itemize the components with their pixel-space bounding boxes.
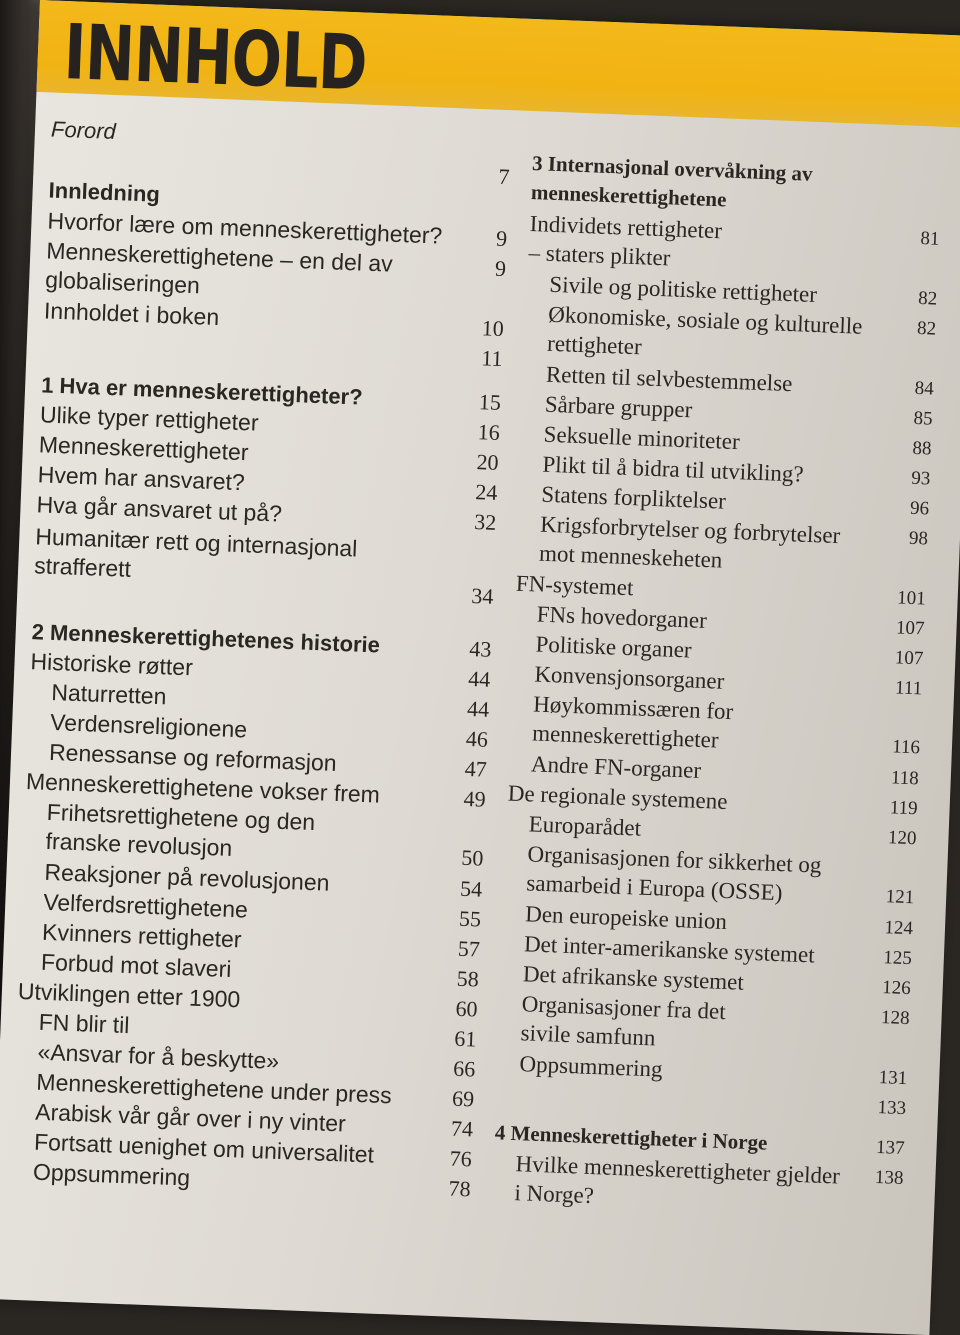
toc-entry-title: Renessanse og reformasjon <box>48 738 338 776</box>
toc-entry-page: 101 <box>896 587 927 610</box>
toc-entry-page: 116 <box>891 736 921 759</box>
toc-chapter-2 <box>31 617 492 662</box>
toc-entry-page: 49 <box>463 785 487 812</box>
toc-entry-politiske <box>514 629 924 670</box>
toc-entry-fn-blir-til <box>17 1007 477 1052</box>
toc-entry-page: 60 <box>455 995 479 1022</box>
toc-entry-page: 121 <box>885 886 915 909</box>
toc-entry-title: Seksuelle minoriteter <box>543 421 741 455</box>
toc-entry-page: 16 <box>477 419 501 445</box>
toc-entry-title: Politiske organer <box>535 631 693 663</box>
toc-entry-title: 1 Hva er menneskerettigheter? <box>40 372 364 410</box>
toc-chapter-1 <box>40 370 502 415</box>
toc-entry-page: 84 <box>914 377 935 400</box>
toc-entry-verdensreligionene <box>29 707 489 752</box>
toc-entry-title: Sivile og politiske rettigheter <box>548 271 818 308</box>
toc-entry-blank <box>43 326 504 372</box>
toc-entry-title: Konvensjonsorganer <box>534 661 725 694</box>
toc-entry-menneskerettigheter <box>38 430 500 475</box>
toc-entry-title: FN-systemet <box>515 570 634 601</box>
toc-entry-title: «Ansvar for å beskytte» <box>37 1038 280 1074</box>
toc-entry-page: 44 <box>466 695 490 722</box>
toc-entry-konvensjonsorganer <box>513 659 923 700</box>
toc-entry-page: 54 <box>459 875 483 902</box>
toc-entry-title: 4 Menneskerettigheter i Norge <box>494 1120 768 1155</box>
toc-entry-title: Oppsummering <box>32 1158 191 1191</box>
toc-entry-title: Økonomiske, sosiale og kulturelle rettigheter <box>546 301 863 360</box>
toc-entry-page: 50 <box>460 844 484 871</box>
toc-entry-page: 81 <box>920 227 940 250</box>
toc-entry-page: 82 <box>917 287 938 310</box>
toc-entry-page: 111 <box>894 677 923 700</box>
toc-entry-page: 107 <box>894 647 924 670</box>
toc-entry-title: Innledning <box>48 177 161 207</box>
toc-entry-page: 76 <box>449 1145 473 1172</box>
toc-entry-title: Sårbare grupper <box>544 391 693 423</box>
toc-entry-page: 24 <box>474 479 498 505</box>
toc-entry-title: Naturretten <box>50 678 167 710</box>
toc-entry-title: Den europeiske union <box>524 901 728 935</box>
toc-chapter-3 <box>530 149 943 212</box>
toc-entry-title: 3 Internasjonal overvåkning av menneskerettighetene <box>530 151 813 212</box>
toc-entry-title: Kvinners rettigheter <box>41 918 243 953</box>
toc-entry-utviklingen <box>17 977 479 1022</box>
toc-entry-blank-right <box>497 1078 907 1120</box>
toc-entry-title: Velferdsrettighetene <box>42 888 249 923</box>
toc-entry-page: 85 <box>913 407 933 430</box>
toc-entry-title: Verdensreligionene <box>49 708 248 743</box>
toc-entry-title: Hvilke menneskerettigheter gjelder i Norge? <box>514 1151 841 1209</box>
toc-entry-page: 69 <box>451 1085 475 1112</box>
toc-entry-title: Innholdet i boken <box>43 297 220 331</box>
toc-entry-title: Fortsatt uenighet om universalitet <box>33 1128 375 1168</box>
toc-entry-page: 20 <box>476 449 500 475</box>
toc-entry-title: Andre FN-organer <box>530 751 702 783</box>
toc-entry-page: 7 <box>498 163 511 190</box>
toc-entry-page: 9 <box>495 225 508 252</box>
toc-entry-title: De regionale systemene <box>507 780 728 814</box>
toc-entry-title: Høykommissæren for menneskerettigheter <box>531 691 734 753</box>
toc-entry-title: Plikt til å bidra til utvikling? <box>542 451 805 487</box>
toc-entry-forord <box>50 115 512 190</box>
toc-entry-title: Organisasjoner fra det sivile samfunn <box>520 991 727 1051</box>
toc-entry-ansvar <box>16 1037 476 1082</box>
toc-entry-title: Hva går ansvaret ut på? <box>36 491 283 527</box>
toc-entry-page: 82 <box>916 317 937 340</box>
toc-entry-slaveri <box>20 947 480 992</box>
toc-entry-page: 128 <box>880 1007 910 1030</box>
toc-entry-innledning <box>48 175 509 207</box>
toc-entry-naturretten <box>30 677 490 722</box>
toc-entry-title: Hvem har ansvaret? <box>37 461 246 496</box>
toc-entry-title: FN blir til <box>38 1008 130 1039</box>
toc-entry-title: Forord <box>50 116 117 144</box>
toc-entry-hvem <box>37 460 498 505</box>
toc-entry-title: Utviklingen etter 1900 <box>17 977 241 1013</box>
toc-chapter-4 <box>494 1118 905 1160</box>
toc-entry-page: 44 <box>467 665 491 692</box>
toc-entry-page: 74 <box>450 1115 474 1142</box>
toc-entry-title: Menneskerettighetene under press <box>35 1068 393 1109</box>
toc-entry-title: Menneskerettigheter <box>38 431 249 466</box>
toc-entry-title: Hvorfor lære om menneskerettigheter? <box>47 207 443 249</box>
toc-entry-page: 11 <box>480 345 504 372</box>
toc-entry-kvinner <box>21 917 481 962</box>
toc-entry-page: 131 <box>878 1066 908 1090</box>
toc-entry-page: 43 <box>468 635 492 662</box>
toc-entry-title: Europarådet <box>528 811 642 841</box>
toc-entry-page: 126 <box>881 977 912 1000</box>
toc-entry-title: Oppsummering <box>519 1051 664 1082</box>
toc-entry-title: 2 Menneskerettighetenes historie <box>31 619 381 658</box>
toc-entry-title: Humanitær rett og internasjonal strafferett <box>33 523 358 582</box>
toc-entry-renessanse <box>28 737 488 782</box>
toc-entry-page: 46 <box>465 725 489 752</box>
toc-entry-seksuelle <box>522 419 932 460</box>
toc-entry-title: Frihetsrettighetene og den franske revolusjon <box>45 798 316 861</box>
toc-entry-page: 125 <box>882 947 913 970</box>
toc-entry-page: 57 <box>457 935 481 962</box>
toc-entry-page: 58 <box>456 965 480 992</box>
toc-entry-page: 9 <box>494 255 507 282</box>
toc-entry-title: Historiske røtter <box>30 648 194 681</box>
toc-entry-page: 119 <box>889 797 919 820</box>
toc-entry-page: 32 <box>473 509 497 535</box>
toc-entry-page: 66 <box>452 1055 476 1082</box>
toc-entry-title: Menneskerettighetene vokser frem <box>25 768 381 808</box>
toc-entry-hovedorganer <box>515 599 925 640</box>
toc-entry-page: 15 <box>478 389 502 415</box>
toc-entry-page: 120 <box>887 827 917 850</box>
toc-entry-page: 55 <box>458 905 482 932</box>
toc-entry-sivile <box>528 269 938 310</box>
toc-entry-page: 78 <box>448 1175 472 1202</box>
toc-entry-title: Forbud mot slaveri <box>40 948 232 983</box>
toc-entry-title: Ulike typer rettigheter <box>39 401 260 436</box>
toc-entry-title: Organisasjonen for sikkerhet og samarbeid i Europa (OSSE) <box>525 841 822 906</box>
page-title: INNHOLD <box>62 6 369 108</box>
toc-entry-page: 118 <box>890 767 920 790</box>
toc-entry-title: Menneskerettighetene – en del av globaliseringen <box>44 237 394 299</box>
toc-entry-page: 47 <box>464 755 488 782</box>
toc-entry-title: Det inter-amerikanske systemet <box>523 931 816 968</box>
toc-entry-regionale <box>507 779 919 820</box>
toc-entry-title: Reaksjoner på revolusjonen <box>44 858 330 896</box>
toc-entry-title: Krigsforbrytelser og forbrytelser mot menneskeheten <box>538 511 841 573</box>
toc-entry-page: 107 <box>895 617 925 640</box>
toc-entry-page: 34 <box>470 583 494 609</box>
toc-entry-hva-gar <box>36 490 497 535</box>
toc-entry-page: 137 <box>875 1136 905 1160</box>
toc-entry-page: 133 <box>877 1096 907 1120</box>
toc-entry-page: 124 <box>884 917 914 940</box>
toc-entry-page: 96 <box>909 497 930 520</box>
toc-entry-page: 98 <box>908 527 929 550</box>
toc-entry-page: 10 <box>481 315 505 342</box>
toc-entry-page: 88 <box>912 437 932 460</box>
toc-entry-title: Det afrikanske systemet <box>522 961 745 995</box>
toc-entry-page: 93 <box>910 467 931 490</box>
toc-entry-osse <box>506 839 916 909</box>
toc-entry-title: Statens forpliktelser <box>540 481 727 514</box>
toc-entry-page: 138 <box>874 1166 904 1190</box>
toc-entry-title: Retten til selvbestemmelse <box>545 361 793 397</box>
toc-entry-title: Individets rettigheter – staters plikter <box>528 210 723 271</box>
toc-entry-hvorfor <box>47 206 508 252</box>
toc-entry-page: 61 <box>453 1025 477 1052</box>
toc-entry-title: FNs hovedorganer <box>536 601 708 634</box>
toc-entry-title: Arabisk vår går over i ny vinter <box>34 1098 347 1137</box>
